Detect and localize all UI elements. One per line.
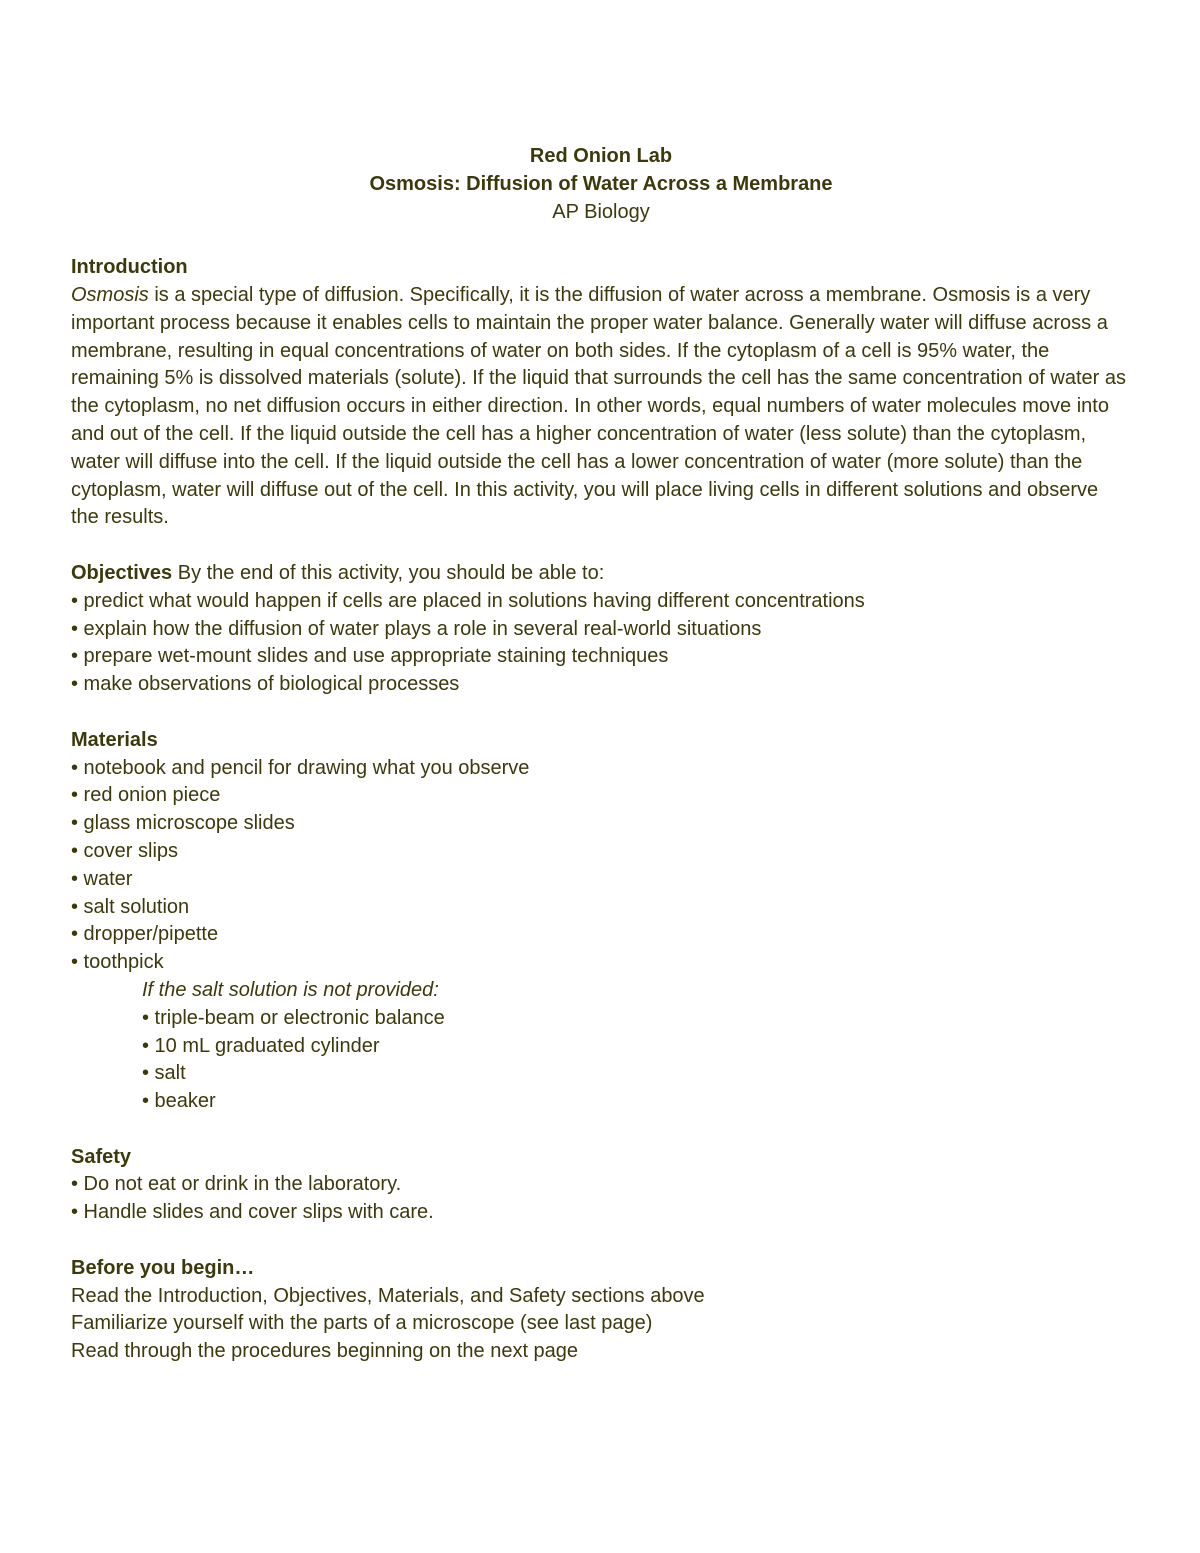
objective-item: • explain how the diffusion of water plays a role in several real-world situations bbox=[71, 617, 762, 640]
before-line: Read the Introduction, Objectives, Materials, and Safety sections above bbox=[71, 1284, 705, 1307]
material-sub-item: • beaker bbox=[142, 1090, 216, 1113]
document-page bbox=[71, 143, 1131, 1366]
doc-title: Red Onion Lab bbox=[529, 145, 673, 167]
doc-course: AP Biology bbox=[552, 200, 650, 223]
material-item: • notebook and pencil for drawing what you observe bbox=[71, 756, 530, 779]
introduction-section bbox=[71, 254, 1131, 532]
before-line: Familiarize yourself with the parts of a microscope (see last page) bbox=[71, 1312, 653, 1335]
material-item: • toothpick bbox=[71, 951, 164, 974]
objectives-section bbox=[71, 560, 1131, 699]
materials-section bbox=[71, 727, 1131, 1116]
introduction-text: is a special type of diffusion. Specifically, it is the diffusion of water across a membrane. Osmosis is a very important process because it enables cells to maintain the proper water balance. Generally water will diffuse across a membrane, resulting in equal concentrations of water on both sides. If the cytoplasm of a cell is 95% water, the remaining 5% is dissolved materials (solute). If the liquid that surrounds the cell has the same concentration of water as the cytoplasm, no net diffusion occurs in either direction. In other words, equal numbers of water molecules move into and out of the cell. If the liquid outside the cell has a higher concentration of water (less solute) than the cytoplasm, water will diffuse into the cell. If the liquid outside the cell has a lower concentration of water (more solute) than the cytoplasm, water will diffuse out of the cell. In this activity, you will place living cells in different solutions and observe the results. bbox=[71, 283, 1126, 529]
materials-heading: Materials bbox=[71, 728, 158, 751]
material-item: • glass microscope slides bbox=[71, 812, 295, 835]
material-item: • salt solution bbox=[71, 895, 190, 918]
material-sub-item: • 10 mL graduated cylinder bbox=[142, 1034, 380, 1057]
objectives-lead: By the end of this activity, you should be able to: bbox=[172, 561, 605, 584]
doc-subtitle: Osmosis: Diffusion of Water Across a Membrane bbox=[369, 172, 833, 195]
title-block bbox=[71, 143, 1131, 226]
material-sub-item: • salt bbox=[142, 1062, 186, 1085]
before-line: Read through the procedures beginning on the next page bbox=[71, 1340, 579, 1363]
objective-item: • predict what would happen if cells are placed in solutions having different concentrations bbox=[71, 589, 865, 612]
material-item: • water bbox=[71, 867, 133, 890]
before-heading: Before you begin… bbox=[71, 1256, 255, 1279]
material-sub-item: • triple-beam or electronic balance bbox=[142, 1006, 445, 1029]
introduction-heading: Introduction bbox=[71, 256, 188, 279]
introduction-paragraph bbox=[71, 282, 1131, 532]
materials-note: If the salt solution is not provided: bbox=[142, 978, 439, 1001]
objective-item: • make observations of biological processes bbox=[71, 673, 460, 696]
safety-section bbox=[71, 1144, 1131, 1227]
osmosis-term: Osmosis bbox=[71, 283, 149, 306]
material-item: • dropper/pipette bbox=[71, 923, 219, 946]
before-section bbox=[71, 1255, 1131, 1366]
objectives-heading-line bbox=[71, 560, 1131, 588]
objective-item: • prepare wet-mount slides and use appropriate staining techniques bbox=[71, 645, 669, 668]
safety-heading: Safety bbox=[71, 1145, 132, 1168]
objectives-heading: Objectives bbox=[71, 561, 173, 584]
safety-item: • Handle slides and cover slips with care. bbox=[71, 1201, 434, 1224]
safety-item: • Do not eat or drink in the laboratory. bbox=[71, 1173, 402, 1196]
material-item: • red onion piece bbox=[71, 784, 221, 807]
material-item: • cover slips bbox=[71, 839, 179, 862]
